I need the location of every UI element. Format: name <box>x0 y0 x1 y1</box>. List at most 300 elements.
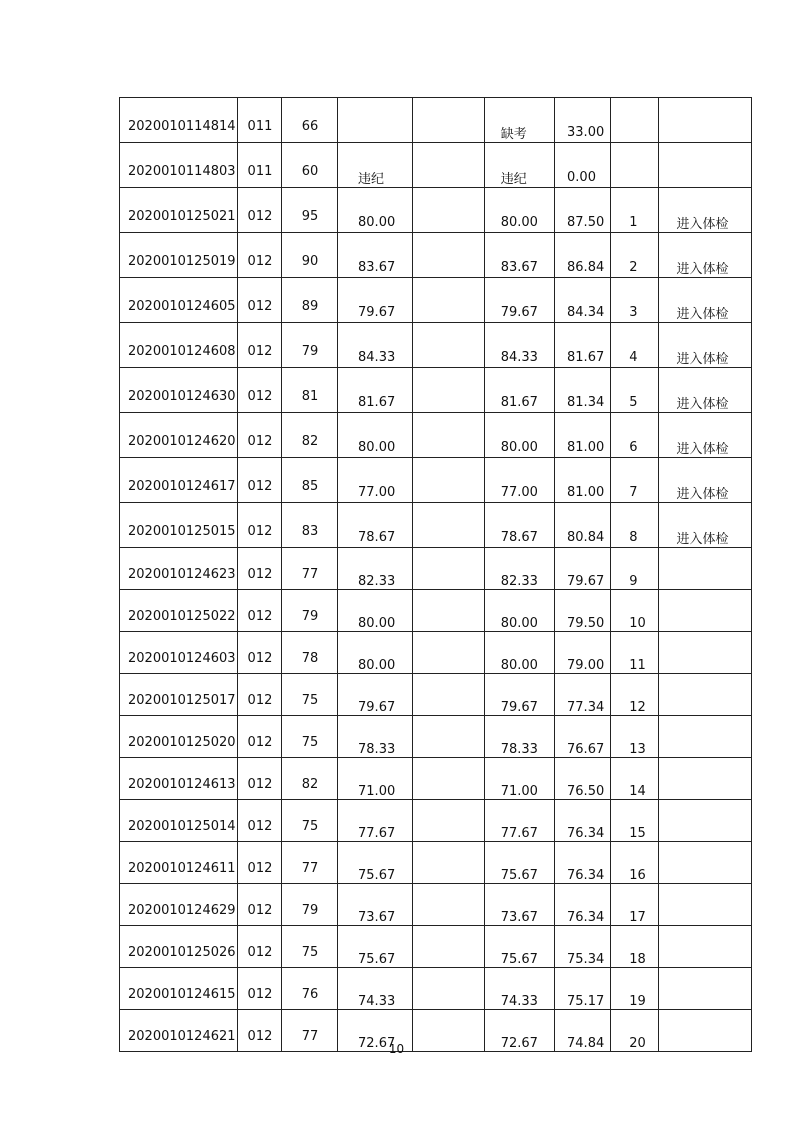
cell-interview2 <box>484 758 554 800</box>
cell-written <box>281 842 337 884</box>
total-value: 81.34 <box>567 395 605 410</box>
cell-blank <box>413 233 484 278</box>
cell-rank <box>611 368 658 413</box>
cell-id <box>120 842 238 884</box>
code-value: 012 <box>247 1029 273 1044</box>
rank-value: 14 <box>629 783 646 799</box>
rank-value: 20 <box>629 1035 646 1051</box>
cell-id <box>120 968 238 1010</box>
table-row <box>120 278 752 323</box>
note-value <box>659 682 752 707</box>
note-value <box>659 850 752 875</box>
rank-value: 12 <box>629 699 646 715</box>
id-value: 2020010114814 <box>128 118 236 134</box>
id-value: 2020010124613 <box>128 777 236 792</box>
code-value: 012 <box>247 777 273 792</box>
cell-written <box>281 716 337 758</box>
cell-written <box>281 368 337 413</box>
blank-value <box>413 640 483 665</box>
page-number: 10 <box>388 1042 405 1056</box>
blank-value <box>413 766 483 791</box>
cell-id <box>120 758 238 800</box>
cell-code <box>237 503 281 548</box>
cell-note <box>658 458 752 503</box>
total-value: 76.34 <box>567 909 605 925</box>
code-value: 012 <box>247 567 273 582</box>
id-value: 2020010125026 <box>128 945 236 960</box>
code-value: 012 <box>247 819 273 834</box>
interview-value: 75.67 <box>358 951 396 967</box>
cell-note <box>658 800 752 842</box>
written-value: 95 <box>301 208 319 224</box>
cell-total <box>555 458 611 503</box>
cell-interview <box>338 278 413 323</box>
total-value: 33.00 <box>567 125 605 140</box>
cell-interview2 <box>484 548 554 590</box>
cell-id <box>120 632 238 674</box>
note-value <box>659 808 752 833</box>
cell-rank <box>611 926 658 968</box>
cell-total <box>555 98 611 143</box>
cell-written <box>281 884 337 926</box>
written-value: 75 <box>301 735 319 750</box>
cell-rank <box>611 716 658 758</box>
interview-value: 74.33 <box>358 993 396 1009</box>
interview2-value: 83.67 <box>500 260 538 275</box>
cell-written <box>281 632 337 674</box>
cell-written <box>281 926 337 968</box>
cell-id <box>120 884 238 926</box>
cell-written <box>281 233 337 278</box>
cell-note <box>658 590 752 632</box>
cell-blank <box>413 590 484 632</box>
code-value: 012 <box>247 987 273 1002</box>
code-value: 012 <box>247 903 273 918</box>
rank-value: 19 <box>629 993 646 1009</box>
cell-interview <box>338 413 413 458</box>
cell-note <box>658 188 752 233</box>
table-body <box>120 98 752 1052</box>
cell-written <box>281 323 337 368</box>
cell-total <box>555 278 611 323</box>
blank-value <box>413 976 483 1001</box>
note-value <box>659 640 752 665</box>
id-value: 2020010124621 <box>128 1029 236 1044</box>
cell-rank <box>611 458 658 503</box>
table-row <box>120 233 752 278</box>
blank-value <box>413 934 483 959</box>
id-value: 2020010124620 <box>128 433 236 449</box>
cell-note <box>658 674 752 716</box>
note-value <box>659 976 752 1001</box>
cell-written <box>281 503 337 548</box>
written-value: 77 <box>301 567 319 582</box>
interview-value: 82.33 <box>358 573 396 589</box>
total-value: 80.84 <box>567 530 605 545</box>
id-value: 2020010125017 <box>128 693 236 708</box>
blank-value <box>413 556 483 581</box>
code-value: 012 <box>247 298 273 314</box>
note-value: 进入体检 <box>676 487 729 502</box>
total-value: 77.34 <box>567 699 605 715</box>
id-value: 2020010124605 <box>128 298 236 314</box>
note-value <box>659 598 752 623</box>
blank-value <box>413 850 483 875</box>
code-value: 012 <box>247 523 273 539</box>
interview-value: 77.00 <box>358 485 396 500</box>
id-value: 2020010125021 <box>128 208 236 224</box>
cell-blank <box>413 674 484 716</box>
written-value: 81 <box>301 388 319 404</box>
id-value: 2020010124615 <box>128 987 236 1002</box>
written-value: 77 <box>301 861 319 876</box>
interview2-value: 缺考 <box>500 127 527 142</box>
interview2-value: 71.00 <box>500 783 538 799</box>
code-value: 012 <box>247 945 273 960</box>
cell-note <box>658 968 752 1010</box>
cell-code <box>237 800 281 842</box>
cell-blank <box>413 413 484 458</box>
cell-interview <box>338 143 413 188</box>
cell-interview <box>338 884 413 926</box>
cell-note <box>658 716 752 758</box>
blank-value <box>413 682 483 707</box>
cell-written <box>281 674 337 716</box>
rank-value: 6 <box>629 440 638 455</box>
blank-value <box>413 243 483 268</box>
rank-value: 7 <box>629 485 638 500</box>
cell-interview2 <box>484 884 554 926</box>
cell-code <box>237 632 281 674</box>
table-row <box>120 413 752 458</box>
cell-note <box>658 143 752 188</box>
cell-blank <box>413 458 484 503</box>
interview-value: 81.67 <box>358 395 396 410</box>
cell-rank <box>611 143 658 188</box>
total-value: 76.50 <box>567 783 605 799</box>
cell-interview <box>338 188 413 233</box>
cell-blank <box>413 758 484 800</box>
cell-interview <box>338 632 413 674</box>
code-value: 012 <box>247 861 273 876</box>
interview2-value: 80.00 <box>500 215 538 230</box>
written-value: 85 <box>301 478 319 494</box>
interview-value: 77.67 <box>358 825 396 841</box>
interview-value: 78.33 <box>358 741 396 757</box>
cell-code <box>237 323 281 368</box>
id-value: 2020010125015 <box>128 523 236 539</box>
table-row <box>120 632 752 674</box>
total-value: 76.34 <box>567 867 605 883</box>
rank-value: 18 <box>629 951 646 967</box>
cell-rank <box>611 413 658 458</box>
cell-rank <box>611 968 658 1010</box>
cell-interview2 <box>484 413 554 458</box>
cell-rank <box>611 323 658 368</box>
cell-code <box>237 278 281 323</box>
cell-code <box>237 674 281 716</box>
code-value: 012 <box>247 693 273 708</box>
blank-value <box>413 1018 483 1043</box>
table-row <box>120 503 752 548</box>
blank-value <box>413 108 483 133</box>
cell-interview <box>338 968 413 1010</box>
written-value: 79 <box>301 903 319 918</box>
code-value: 012 <box>247 609 273 624</box>
cell-id <box>120 548 238 590</box>
interview2-value: 77.67 <box>500 825 538 841</box>
interview-value: 80.00 <box>358 657 396 673</box>
total-value: 76.67 <box>567 741 605 757</box>
note-value <box>659 153 752 178</box>
interview2-value: 80.00 <box>500 440 538 455</box>
total-value: 79.00 <box>567 657 605 673</box>
note-value: 进入体检 <box>676 352 729 367</box>
code-value: 011 <box>247 118 273 134</box>
cell-blank <box>413 98 484 143</box>
cell-blank <box>413 503 484 548</box>
cell-rank <box>611 842 658 884</box>
cell-note <box>658 632 752 674</box>
cell-interview <box>338 323 413 368</box>
blank-value <box>413 333 483 358</box>
id-value: 2020010124630 <box>128 388 236 404</box>
cell-interview2 <box>484 143 554 188</box>
cell-blank <box>413 188 484 233</box>
interview-value: 71.00 <box>358 783 396 799</box>
note-value: 进入体检 <box>676 442 729 457</box>
table-row <box>120 884 752 926</box>
interview-value: 75.67 <box>358 867 396 883</box>
cell-total <box>555 800 611 842</box>
cell-rank <box>611 278 658 323</box>
cell-id <box>120 674 238 716</box>
cell-note <box>658 323 752 368</box>
total-value: 79.50 <box>567 615 605 631</box>
code-value: 012 <box>247 388 273 404</box>
table-row <box>120 674 752 716</box>
cell-written <box>281 590 337 632</box>
table-row <box>120 98 752 143</box>
cell-written <box>281 278 337 323</box>
cell-rank <box>611 800 658 842</box>
cell-rank <box>611 590 658 632</box>
cell-blank <box>413 278 484 323</box>
cell-total <box>555 143 611 188</box>
written-value: 60 <box>301 163 319 179</box>
id-value: 2020010125022 <box>128 609 236 624</box>
cell-interview2 <box>484 188 554 233</box>
interview-value: 84.33 <box>358 350 396 365</box>
cell-rank <box>611 503 658 548</box>
cell-written <box>281 758 337 800</box>
table-row <box>120 842 752 884</box>
interview-value: 73.67 <box>358 909 396 925</box>
cell-blank <box>413 143 484 188</box>
cell-interview2 <box>484 968 554 1010</box>
cell-code <box>237 413 281 458</box>
cell-blank <box>413 842 484 884</box>
cell-interview2 <box>484 842 554 884</box>
interview-value: 79.67 <box>358 699 396 715</box>
cell-blank <box>413 800 484 842</box>
total-value: 75.34 <box>567 951 605 967</box>
interview2-value: 84.33 <box>500 350 538 365</box>
cell-written <box>281 800 337 842</box>
cell-id <box>120 188 238 233</box>
cell-interview <box>338 368 413 413</box>
cell-blank <box>413 548 484 590</box>
total-value: 76.34 <box>567 825 605 841</box>
cell-code <box>237 884 281 926</box>
cell-total <box>555 632 611 674</box>
written-value: 82 <box>301 777 319 792</box>
written-value: 82 <box>301 433 319 449</box>
cell-note <box>658 842 752 884</box>
cell-code <box>237 926 281 968</box>
cell-note <box>658 758 752 800</box>
blank-value <box>413 423 483 448</box>
cell-total <box>555 884 611 926</box>
rank-value <box>611 153 657 178</box>
cell-code <box>237 143 281 188</box>
interview2-value: 78.67 <box>500 530 538 545</box>
written-value: 75 <box>301 819 319 834</box>
total-value: 79.67 <box>567 573 605 589</box>
blank-value <box>413 598 483 623</box>
cell-rank <box>611 884 658 926</box>
cell-interview <box>338 458 413 503</box>
blank-value <box>413 468 483 493</box>
cell-written <box>281 188 337 233</box>
cell-code <box>237 188 281 233</box>
id-value: 2020010125019 <box>128 253 236 269</box>
cell-id <box>120 368 238 413</box>
id-value: 2020010124611 <box>128 861 236 876</box>
cell-interview2 <box>484 368 554 413</box>
table-row <box>120 968 752 1010</box>
cell-blank <box>413 968 484 1010</box>
cell-code <box>237 758 281 800</box>
total-value: 87.50 <box>567 215 605 230</box>
interview-value: 80.00 <box>358 215 396 230</box>
cell-note <box>658 548 752 590</box>
table-row <box>120 548 752 590</box>
table-row <box>120 590 752 632</box>
note-value: 进入体检 <box>676 397 729 412</box>
interview-value: 违纪 <box>358 172 385 187</box>
cell-blank <box>413 632 484 674</box>
cell-total <box>555 716 611 758</box>
cell-note <box>658 368 752 413</box>
total-value: 84.34 <box>567 305 605 320</box>
blank-value <box>413 724 483 749</box>
note-value <box>659 108 752 133</box>
blank-value <box>413 378 483 403</box>
cell-total <box>555 968 611 1010</box>
written-value: 66 <box>301 118 319 134</box>
cell-rank <box>611 674 658 716</box>
cell-id <box>120 413 238 458</box>
cell-interview2 <box>484 800 554 842</box>
interview-value: 83.67 <box>358 260 396 275</box>
blank-value <box>413 892 483 917</box>
cell-interview2 <box>484 458 554 503</box>
cell-id <box>120 143 238 188</box>
cell-total <box>555 842 611 884</box>
cell-interview2 <box>484 926 554 968</box>
table-row <box>120 143 752 188</box>
rank-value: 16 <box>629 867 646 883</box>
rank-value: 9 <box>629 573 638 589</box>
note-value <box>659 934 752 959</box>
cell-id <box>120 503 238 548</box>
cell-written <box>281 98 337 143</box>
blank-value <box>413 288 483 313</box>
rank-value: 15 <box>629 825 646 841</box>
cell-note <box>658 926 752 968</box>
cell-note <box>658 503 752 548</box>
cell-note <box>658 233 752 278</box>
cell-code <box>237 233 281 278</box>
cell-note <box>658 884 752 926</box>
written-value: 75 <box>301 693 319 708</box>
interview-value: 72.67 <box>358 1035 396 1051</box>
blank-value <box>413 808 483 833</box>
cell-interview2 <box>484 278 554 323</box>
written-value: 90 <box>301 253 319 269</box>
blank-value <box>413 513 483 538</box>
interview2-value: 79.67 <box>500 699 538 715</box>
interview-value: 80.00 <box>358 615 396 631</box>
id-value: 2020010125014 <box>128 819 236 834</box>
written-value: 83 <box>301 523 319 539</box>
cell-interview2 <box>484 503 554 548</box>
cell-id <box>120 800 238 842</box>
cell-written <box>281 458 337 503</box>
cell-interview2 <box>484 632 554 674</box>
cell-total <box>555 233 611 278</box>
cell-note <box>658 98 752 143</box>
table-row <box>120 188 752 233</box>
interview-value <box>338 108 412 133</box>
cell-interview <box>338 800 413 842</box>
code-value: 012 <box>247 651 273 666</box>
cell-code <box>237 98 281 143</box>
table-row <box>120 800 752 842</box>
note-value <box>659 1018 752 1043</box>
cell-written <box>281 413 337 458</box>
interview-value: 79.67 <box>358 305 396 320</box>
code-value: 012 <box>247 433 273 449</box>
cell-total <box>555 590 611 632</box>
cell-interview <box>338 548 413 590</box>
cell-interview <box>338 233 413 278</box>
total-value: 86.84 <box>567 260 605 275</box>
cell-rank <box>611 632 658 674</box>
cell-written <box>281 143 337 188</box>
cell-total <box>555 368 611 413</box>
interview-value: 78.67 <box>358 530 396 545</box>
rank-value: 13 <box>629 741 646 757</box>
rank-value: 8 <box>629 530 638 545</box>
rank-value <box>611 108 657 133</box>
cell-interview <box>338 98 413 143</box>
id-value: 2020010114803 <box>128 163 236 179</box>
written-value: 79 <box>301 609 319 624</box>
cell-total <box>555 413 611 458</box>
cell-blank <box>413 323 484 368</box>
